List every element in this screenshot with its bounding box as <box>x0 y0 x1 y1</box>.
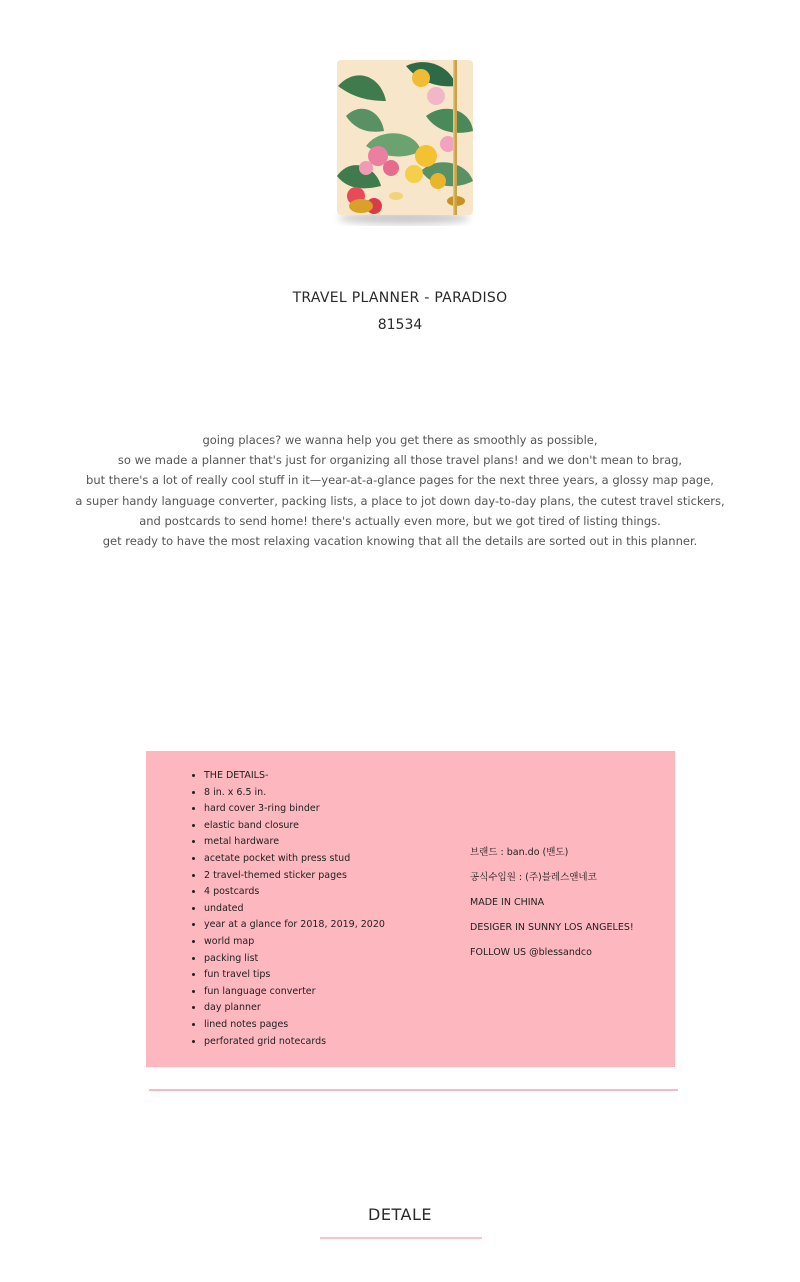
details-item: • perforated grid notecards <box>204 1034 385 1051</box>
description-line: and postcards to send home! there's actually even more, but we got tired of listing things. <box>139 513 661 528</box>
details-item: • day planner <box>204 1000 385 1017</box>
product-description <box>40 430 760 551</box>
description-line: but there's a lot of really cool stuff in it—year-at-a-glance pages for the next three years, a glossy map page, <box>86 473 714 488</box>
details-item: • lined notes pages <box>204 1017 385 1034</box>
description-line: so we made a planner that's just for organizing all those travel plans! and we don't mean to brag, <box>117 453 683 468</box>
social-line: FOLLOW US @blessandco <box>470 947 592 958</box>
details-item: • hard cover 3-ring binder <box>204 801 385 818</box>
importer-line: 공식수입원 : (주)블레스앤네코 <box>470 872 597 883</box>
details-item: • 4 postcards <box>204 884 385 901</box>
brand-line: 브랜드 : ban.do (밴도) <box>470 847 569 858</box>
details-item: • 8 in. x 6.5 in. <box>204 785 385 802</box>
section-title-underline <box>320 1237 482 1239</box>
details-item: • elastic band closure <box>204 818 385 835</box>
product-code: 81534 <box>377 317 423 333</box>
details-item: • fun language converter <box>204 984 385 1001</box>
details-item: • undated <box>204 901 385 918</box>
details-list <box>190 768 385 1050</box>
description-line: get ready to have the most relaxing vacation knowing that all the details are sorted out in this planner. <box>102 534 698 549</box>
product-image <box>326 56 476 226</box>
section-divider <box>149 1089 678 1091</box>
details-box <box>146 751 675 1067</box>
details-item: • THE DETAILS- <box>204 768 385 785</box>
description-line: going places? we wanna help you get there as smoothly as possible, <box>202 433 598 447</box>
section-title: DETALE <box>368 1205 432 1224</box>
designer-line: DESIGER IN SUNNY LOS ANGELES! <box>470 922 634 933</box>
details-item: • 2 travel-themed sticker pages <box>204 868 385 885</box>
details-item: • world map <box>204 934 385 951</box>
product-title: TRAVEL PLANNER - PARADISO <box>292 290 508 306</box>
details-item: • metal hardware <box>204 834 385 851</box>
details-item: • year at a glance for 2018, 2019, 2020 <box>204 917 385 934</box>
description-line: a super handy language converter, packing lists, a place to jot down day-to-day plans, the cutest travel stickers, <box>75 493 725 508</box>
origin-line: MADE IN CHINA <box>470 897 545 908</box>
details-item: • packing list <box>204 951 385 968</box>
brand-info <box>470 846 634 971</box>
details-item: • fun travel tips <box>204 967 385 984</box>
details-item: • acetate pocket with press stud <box>204 851 385 868</box>
